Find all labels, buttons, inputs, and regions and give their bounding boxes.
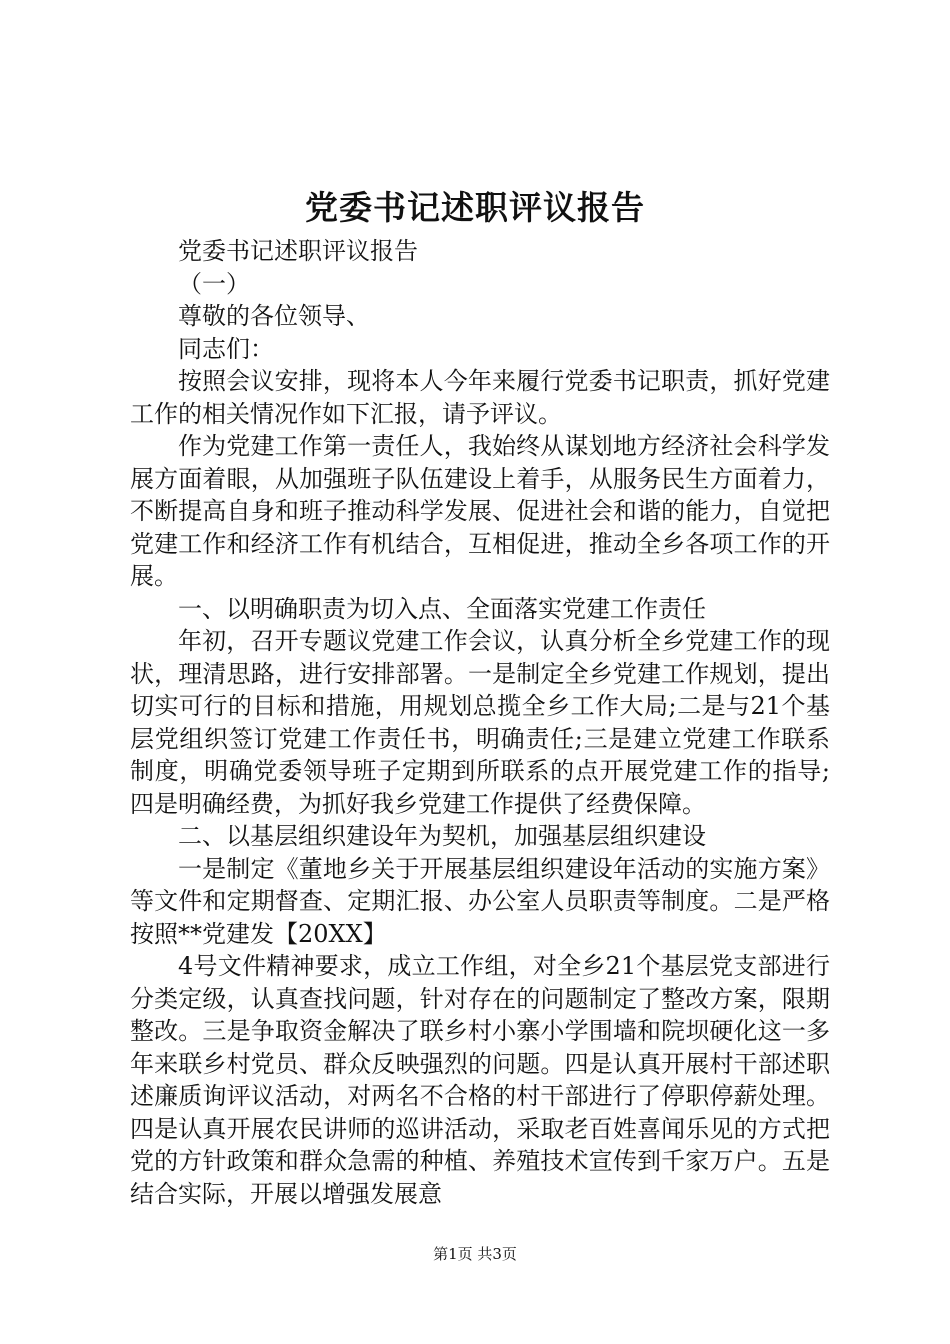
- paragraph-subtitle: 党委书记述职评议报告: [178, 237, 418, 265]
- paragraph-responsibility: 作为党建工作第一责任人，我始终从谋划地方经济社会科学发展方面着眼，从加强班子队伍建设上着手，从服务民生方面着力，不断提高自身和班子推动科学发展、促进社会和谐的能力，自觉把党建工作和经济工作有机结合，互相促进，推动全乡各项工作的开展。: [130, 432, 830, 590]
- page-footer: 第1页 共3页: [433, 1245, 517, 1263]
- paragraph-section-number: （一）: [178, 269, 250, 298]
- paragraph-section-2b: 4号文件精神要求，成立工作组，对全乡21个基层党支部进行分类定级，认真查找问题，针对存在的问题制定了整改方案，限期整改。三是争取资金解决了联乡村小寨小学围墙和院坝硬化这一多年来联乡村党员、群众反映强烈的问题。四是认真开展村干部述职述廉质询评议活动，对两名不合格的村干部进行了停职停薪处理。四是认真开展农民讲师的巡讲活动，采取老百姓喜闻乐见的方式把党的方针政策和群众急需的种植、养殖技术宣传到千家万户。五是结合实际，开展以增强发展意: [130, 952, 830, 1208]
- section-heading-1: 一、以明确职责为切入点、全面落实党建工作责任: [178, 594, 706, 623]
- paragraph-section-2a: 一是制定《董地乡关于开展基层组织建设年活动的实施方案》等文件和定期督查、定期汇报、办公室人员职责等制度。二是严格按照**党建发【20XX】: [130, 854, 830, 948]
- section-heading-2: 二、以基层组织建设年为契机，加强基层组织建设: [178, 822, 706, 850]
- paragraph-section-1: 年初，召开专题议党建工作会议，认真分析全乡党建工作的现状，理清思路，进行安排部署。一是制定全乡党建工作规划，提出切实可行的目标和措施，用规划总揽全乡工作大局;二是与21个基层党组织签订党建工作责任书，明确责任;三是建立党建工作联系制度，明确党委领导班子定期到所联系的点开展党建工作的指导;四是明确经费，为抓好我乡党建工作提供了经费保障。: [130, 627, 830, 818]
- paragraph-salutation: 尊敬的各位领导、: [178, 302, 370, 330]
- document-title: 党委书记述职评议报告: [305, 188, 645, 227]
- paragraph-salutation-2: 同志们：: [178, 334, 274, 363]
- document-body: [130, 235, 830, 1210]
- paragraph-intro: 按照会议安排，现将本人今年来履行党委书记职责，抓好党建工作的相关情况作如下汇报，请予评议。: [130, 367, 830, 428]
